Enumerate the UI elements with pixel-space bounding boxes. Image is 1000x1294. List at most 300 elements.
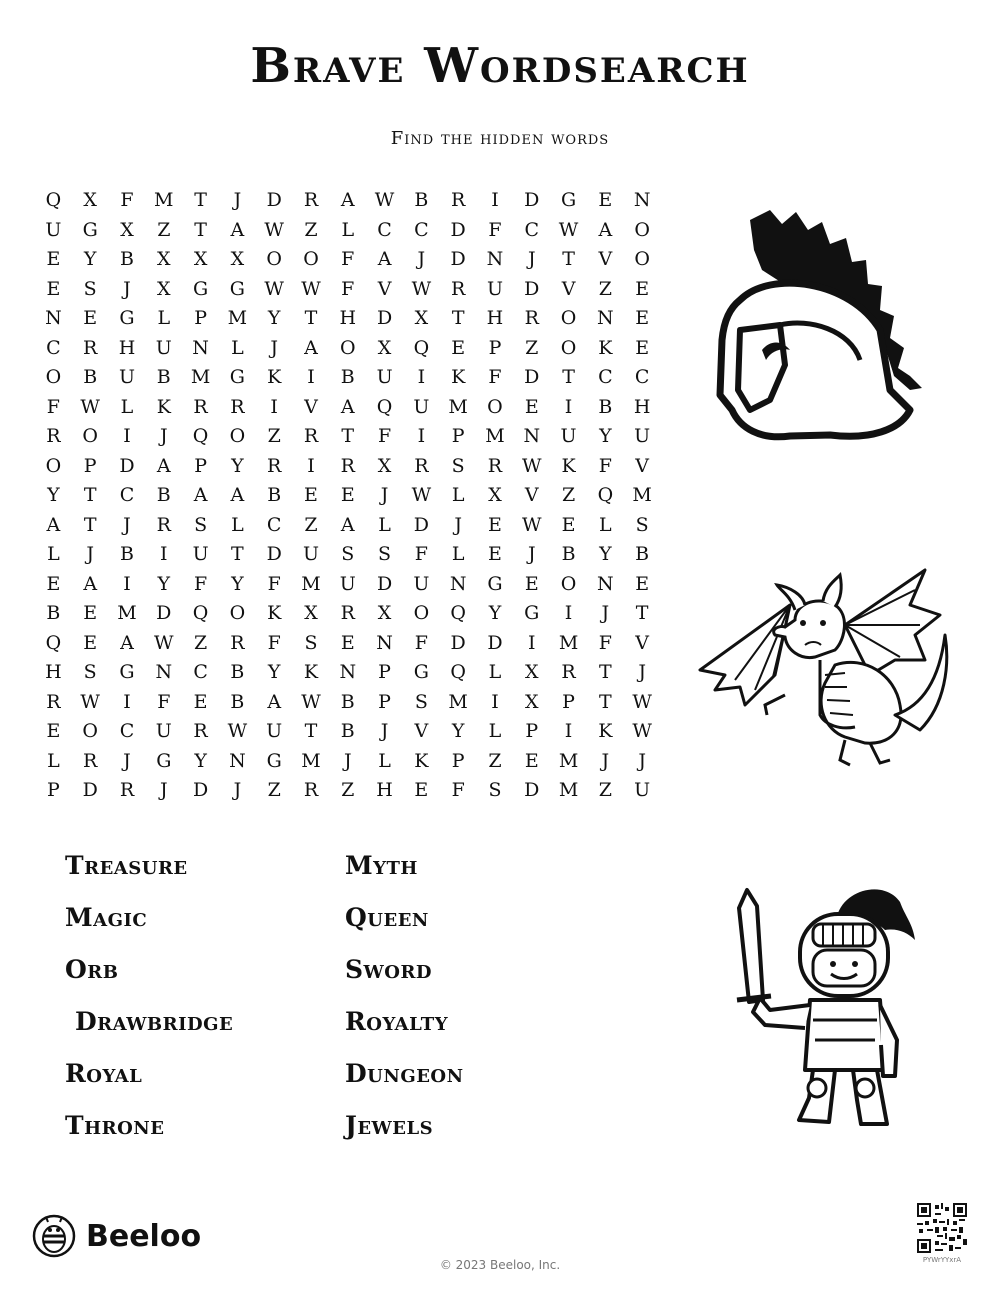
grid-letter[interactable]: W [632,690,652,713]
grid-letter[interactable]: N [633,189,651,211]
grid-letter[interactable]: L [378,513,391,536]
grid-letter[interactable]: P [194,307,207,329]
grid-letter[interactable]: S [488,779,502,801]
grid-letter[interactable]: A [598,218,613,241]
grid-letter[interactable]: D [119,454,135,477]
grid-letter[interactable]: Y [267,661,281,683]
grid-letter[interactable]: Y [599,425,612,447]
grid-letter[interactable]: O [487,395,503,418]
grid-letter[interactable]: D [450,631,466,654]
grid-letter[interactable]: S [414,690,428,713]
grid-letter[interactable]: R [83,749,98,772]
grid-letter[interactable]: H [45,661,62,683]
grid-letter[interactable]: T [194,189,207,211]
grid-letter[interactable]: D [450,218,466,241]
grid-letter[interactable]: C [524,218,540,241]
grid-letter[interactable]: F [267,572,281,595]
grid-letter[interactable]: Q [45,631,62,654]
grid-letter[interactable]: I [528,631,536,654]
grid-letter[interactable]: D [376,572,393,595]
grid-letter[interactable]: B [561,543,576,565]
grid-letter[interactable]: G [229,366,245,388]
grid-letter[interactable]: W [264,218,284,241]
grid-letter[interactable]: R [451,277,466,300]
grid-letter[interactable]: D [450,248,466,270]
grid-letter[interactable]: N [523,425,541,447]
grid-letter[interactable]: H [633,395,651,418]
grid-letter[interactable]: L [451,484,465,506]
grid-letter[interactable]: A [120,631,134,654]
grid-letter[interactable]: H [376,779,393,801]
grid-letter[interactable]: U [118,366,135,388]
grid-letter[interactable]: A [267,690,282,713]
grid-letter[interactable]: U [560,425,577,447]
grid-letter[interactable]: E [83,307,98,329]
grid-letter[interactable]: K [267,602,282,624]
grid-letter[interactable]: I [417,366,426,388]
grid-letter[interactable]: F [341,277,355,300]
grid-letter[interactable]: I [123,572,131,595]
grid-letter[interactable]: G [119,661,135,683]
grid-letter[interactable]: P [378,690,391,713]
grid-letter[interactable]: M [632,484,652,506]
grid-letter[interactable]: R [230,631,245,654]
grid-letter[interactable]: E [46,720,61,742]
grid-letter[interactable]: T [599,690,612,713]
grid-letter[interactable]: K [598,336,613,359]
grid-letter[interactable]: J [159,779,168,801]
grid-letter[interactable]: K [156,395,171,418]
grid-letter[interactable]: T [231,543,244,565]
grid-letter[interactable]: G [229,277,245,300]
grid-letter[interactable]: A [230,218,245,241]
grid-letter[interactable]: Q [450,661,466,683]
grid-letter[interactable]: J [233,779,242,801]
grid-letter[interactable]: D [413,513,429,536]
grid-letter[interactable]: Z [193,631,208,654]
grid-letter[interactable]: J [380,720,389,742]
grid-letter[interactable]: F [157,690,171,713]
grid-letter[interactable]: W [80,690,100,713]
grid-letter[interactable]: R [303,779,319,801]
grid-letter[interactable]: H [486,307,504,329]
grid-letter[interactable]: W [227,720,248,742]
grid-letter[interactable]: F [414,543,428,565]
grid-letter[interactable]: Y [83,248,97,270]
grid-letter[interactable]: L [47,543,60,565]
grid-letter[interactable]: U [45,218,62,241]
grid-letter[interactable]: I [270,395,278,418]
grid-letter[interactable]: Z [561,484,576,506]
grid-letter[interactable]: F [46,395,60,418]
grid-letter[interactable]: N [339,661,357,683]
grid-letter[interactable]: L [120,395,134,418]
grid-letter[interactable]: B [267,484,282,506]
grid-letter[interactable]: Y [157,572,171,595]
grid-letter[interactable]: N [229,749,246,772]
grid-letter[interactable]: R [524,307,539,329]
grid-letter[interactable]: U [486,277,503,300]
grid-letter[interactable]: T [562,366,575,388]
grid-letter[interactable]: D [487,631,503,654]
grid-letter[interactable]: T [194,218,207,241]
grid-letter[interactable]: B [156,366,171,388]
grid-letter[interactable]: U [413,395,430,418]
grid-letter[interactable]: E [635,307,650,329]
grid-letter[interactable]: S [304,631,318,654]
grid-letter[interactable]: A [193,484,208,506]
grid-letter[interactable]: L [157,307,171,329]
grid-letter[interactable]: O [229,602,246,624]
grid-letter[interactable]: I [307,454,315,477]
grid-letter[interactable]: J [343,749,352,772]
grid-letter[interactable]: X [524,690,539,713]
grid-letter[interactable]: M [558,749,579,772]
grid-letter[interactable]: Z [157,218,171,241]
grid-letter[interactable]: W [80,395,100,418]
grid-letter[interactable]: G [192,277,209,300]
grid-letter[interactable]: B [598,395,613,418]
grid-letter[interactable]: B [120,248,134,270]
grid-letter[interactable]: X [120,218,134,241]
grid-letter[interactable]: V [561,277,576,300]
grid-letter[interactable]: F [451,779,465,801]
grid-letter[interactable]: C [598,366,613,388]
grid-letter[interactable]: C [634,366,650,388]
grid-letter[interactable]: E [83,602,98,624]
grid-letter[interactable]: X [230,248,245,270]
grid-letter[interactable]: S [83,277,97,300]
grid-letter[interactable]: G [266,749,282,772]
grid-letter[interactable]: L [231,336,244,359]
grid-letter[interactable]: T [304,720,318,742]
grid-letter[interactable]: K [451,366,466,388]
grid-letter[interactable]: W [301,277,321,300]
grid-letter[interactable]: T [341,425,355,447]
grid-letter[interactable]: L [488,661,502,683]
grid-letter[interactable]: Z [304,218,318,241]
grid-letter[interactable]: J [123,513,131,536]
grid-letter[interactable]: M [301,572,321,595]
grid-letter[interactable]: W [521,454,542,477]
grid-letter[interactable]: O [266,248,282,270]
grid-letter[interactable]: U [376,366,393,388]
grid-letter[interactable]: B [46,602,61,624]
grid-letter[interactable]: R [487,454,503,477]
grid-letter[interactable]: R [83,336,98,359]
grid-letter[interactable]: S [341,543,355,565]
grid-letter[interactable]: D [266,543,282,565]
grid-letter[interactable]: E [488,543,502,565]
grid-letter[interactable]: I [160,543,168,565]
grid-letter[interactable]: J [86,543,94,565]
grid-letter[interactable]: F [414,631,428,654]
grid-letter[interactable]: R [156,513,171,536]
grid-letter[interactable]: W [411,277,432,300]
grid-letter[interactable]: F [193,572,208,595]
grid-letter[interactable]: K [414,749,429,772]
grid-letter[interactable]: I [564,720,573,742]
grid-letter[interactable]: R [303,425,319,447]
grid-letter[interactable]: G [82,218,98,241]
grid-letter[interactable]: B [230,690,245,713]
grid-letter[interactable]: I [307,366,315,388]
grid-letter[interactable]: Y [231,454,244,477]
grid-letter[interactable]: B [230,661,245,683]
grid-letter[interactable]: V [304,395,318,418]
grid-letter[interactable]: P [194,454,207,477]
grid-letter[interactable]: N [192,336,209,359]
grid-letter[interactable]: X [524,661,539,683]
grid-letter[interactable]: Y [488,602,502,624]
grid-letter[interactable]: X [377,454,392,477]
grid-letter[interactable]: D [192,779,209,801]
grid-letter[interactable]: A [340,395,355,418]
grid-letter[interactable]: O [229,425,246,447]
grid-letter[interactable]: Q [45,189,62,211]
grid-letter[interactable]: F [598,454,612,477]
grid-letter[interactable]: I [417,425,426,447]
grid-letter[interactable]: R [46,690,61,713]
grid-letter[interactable]: U [302,543,319,565]
grid-letter[interactable]: N [45,307,62,329]
grid-letter[interactable]: V [377,277,392,300]
grid-letter[interactable]: X [193,248,208,270]
grid-letter[interactable]: K [267,366,282,388]
grid-letter[interactable]: S [83,661,97,683]
grid-letter[interactable]: W [154,631,174,654]
grid-letter[interactable]: E [635,277,650,300]
grid-letter[interactable]: W [558,218,579,241]
grid-letter[interactable]: E [83,631,98,654]
grid-letter[interactable]: G [560,189,577,211]
grid-letter[interactable]: T [635,602,649,624]
grid-letter[interactable]: R [561,661,576,683]
grid-letter[interactable]: L [488,720,502,742]
grid-letter[interactable]: O [45,366,62,388]
grid-letter[interactable]: Y [194,749,207,772]
grid-letter[interactable]: G [119,307,135,329]
grid-letter[interactable]: P [83,454,97,477]
grid-letter[interactable]: G [413,661,429,683]
grid-letter[interactable]: H [118,336,136,359]
grid-letter[interactable]: D [376,307,393,329]
grid-letter[interactable]: C [266,513,282,536]
grid-letter[interactable]: Z [598,277,612,300]
grid-letter[interactable]: C [377,218,392,241]
grid-letter[interactable]: T [83,484,97,506]
grid-letter[interactable]: E [524,395,539,418]
grid-letter[interactable]: Z [341,779,355,801]
grid-letter[interactable]: T [599,661,612,683]
grid-letter[interactable]: S [451,454,465,477]
grid-letter[interactable]: J [123,277,131,300]
grid-letter[interactable]: K [598,720,613,742]
grid-letter[interactable]: L [599,513,612,536]
grid-letter[interactable]: Z [304,513,318,536]
grid-letter[interactable]: K [561,454,576,477]
grid-letter[interactable]: E [488,513,502,536]
grid-letter[interactable]: D [524,779,540,801]
grid-letter[interactable]: O [634,248,650,270]
grid-letter[interactable]: I [123,425,131,447]
grid-letter[interactable]: C [119,484,135,506]
grid-letter[interactable]: Y [451,720,465,742]
grid-letter[interactable]: W [632,720,652,742]
grid-letter[interactable]: E [414,779,429,801]
grid-letter[interactable]: N [486,248,504,270]
grid-letter[interactable]: B [340,366,355,388]
grid-letter[interactable]: A [156,454,171,477]
grid-letter[interactable]: R [230,395,245,418]
grid-letter[interactable]: X [304,602,318,624]
grid-letter[interactable]: O [413,602,430,624]
grid-letter[interactable]: D [524,189,540,211]
grid-letter[interactable]: E [304,484,318,506]
grid-letter[interactable]: Z [267,425,281,447]
grid-letter[interactable]: T [562,248,575,270]
grid-letter[interactable]: R [303,189,319,211]
grid-letter[interactable]: Q [376,395,393,418]
grid-letter[interactable]: J [270,336,278,359]
grid-letter[interactable]: N [449,572,467,595]
grid-letter[interactable]: Y [599,543,612,565]
grid-letter[interactable]: D [266,189,282,211]
grid-letter[interactable]: F [488,366,502,388]
grid-letter[interactable]: O [560,572,577,595]
grid-letter[interactable]: J [638,661,646,683]
grid-letter[interactable]: R [193,395,208,418]
grid-letter[interactable]: T [304,307,318,329]
grid-letter[interactable]: L [231,513,244,536]
grid-letter[interactable]: D [524,277,540,300]
grid-letter[interactable]: O [560,336,577,359]
grid-letter[interactable]: B [340,720,355,742]
grid-letter[interactable]: X [414,307,429,329]
grid-letter[interactable]: E [635,572,650,595]
grid-letter[interactable]: Q [450,602,466,624]
grid-letter[interactable]: M [154,189,174,211]
grid-letter[interactable]: X [157,248,171,270]
grid-letter[interactable]: P [47,779,60,801]
grid-letter[interactable]: E [598,189,613,211]
grid-letter[interactable]: Q [192,425,209,447]
grid-letter[interactable]: B [414,189,429,211]
grid-letter[interactable]: Z [525,336,539,359]
grid-letter[interactable]: S [635,513,649,536]
grid-letter[interactable]: M [558,631,579,654]
grid-letter[interactable]: V [524,484,539,506]
grid-letter[interactable]: H [339,307,357,329]
grid-letter[interactable]: F [488,218,502,241]
grid-letter[interactable]: X [157,277,171,300]
grid-letter[interactable]: G [524,602,540,624]
grid-letter[interactable]: A [377,248,392,270]
grid-letter[interactable]: A [230,484,245,506]
grid-letter[interactable]: A [304,336,318,359]
grid-letter[interactable]: P [525,720,539,742]
grid-letter[interactable]: W [521,513,542,536]
grid-letter[interactable]: D [82,779,98,801]
grid-letter[interactable]: Z [267,779,281,801]
grid-letter[interactable]: U [155,720,172,742]
grid-letter[interactable]: T [83,513,97,536]
grid-letter[interactable]: Q [597,484,614,506]
grid-letter[interactable]: F [341,248,355,270]
grid-letter[interactable]: M [448,690,468,713]
grid-letter[interactable]: C [46,336,61,359]
grid-letter[interactable]: U [192,543,209,565]
grid-letter[interactable]: M [301,749,321,772]
grid-letter[interactable]: J [233,189,242,211]
grid-letter[interactable]: S [378,543,392,565]
grid-letter[interactable]: U [155,336,172,359]
grid-letter[interactable]: U [634,425,651,447]
grid-letter[interactable]: T [451,307,465,329]
grid-letter[interactable]: P [451,749,465,772]
grid-letter[interactable]: E [46,572,61,595]
grid-letter[interactable]: V [635,631,650,654]
grid-letter[interactable]: N [155,661,173,683]
grid-letter[interactable]: N [597,572,614,595]
grid-letter[interactable]: A [340,189,355,211]
grid-letter[interactable]: F [598,631,612,654]
grid-letter[interactable]: X [83,189,97,211]
grid-letter[interactable]: V [598,248,613,270]
grid-letter[interactable]: X [377,602,392,624]
grid-letter[interactable]: U [266,720,283,742]
grid-letter[interactable]: W [264,277,284,300]
grid-letter[interactable]: J [159,425,168,447]
grid-letter[interactable]: F [120,189,134,211]
grid-letter[interactable]: I [564,602,573,624]
grid-letter[interactable]: J [380,484,389,506]
grid-letter[interactable]: J [454,513,462,536]
grid-letter[interactable]: Z [598,779,612,801]
grid-letter[interactable]: O [82,425,98,447]
grid-letter[interactable]: A [340,513,355,536]
grid-letter[interactable]: D [524,366,540,388]
grid-letter[interactable]: N [597,307,614,329]
grid-letter[interactable]: Y [267,307,281,329]
grid-letter[interactable]: Z [488,749,502,772]
grid-letter[interactable]: J [123,749,131,772]
grid-letter[interactable]: O [82,720,98,742]
grid-letter[interactable]: U [339,572,356,595]
grid-letter[interactable]: O [339,336,356,359]
grid-letter[interactable]: L [451,543,465,565]
grid-letter[interactable]: E [340,631,355,654]
grid-letter[interactable]: P [562,690,575,713]
grid-letter[interactable]: C [119,720,135,742]
grid-letter[interactable]: F [267,631,281,654]
grid-letter[interactable]: B [120,543,134,565]
grid-letter[interactable]: M [448,395,468,418]
grid-letter[interactable]: W [411,484,432,506]
grid-letter[interactable]: J [527,248,536,270]
grid-letter[interactable]: P [488,336,502,359]
grid-letter[interactable]: S [194,513,208,536]
grid-letter[interactable]: U [413,572,430,595]
grid-letter[interactable]: M [227,307,248,329]
grid-letter[interactable]: K [303,661,319,683]
grid-letter[interactable]: A [46,513,61,536]
grid-letter[interactable]: C [414,218,429,241]
grid-letter[interactable]: E [46,248,61,270]
grid-letter[interactable]: V [414,720,429,742]
grid-letter[interactable]: J [601,749,610,772]
grid-letter[interactable]: R [267,454,282,477]
